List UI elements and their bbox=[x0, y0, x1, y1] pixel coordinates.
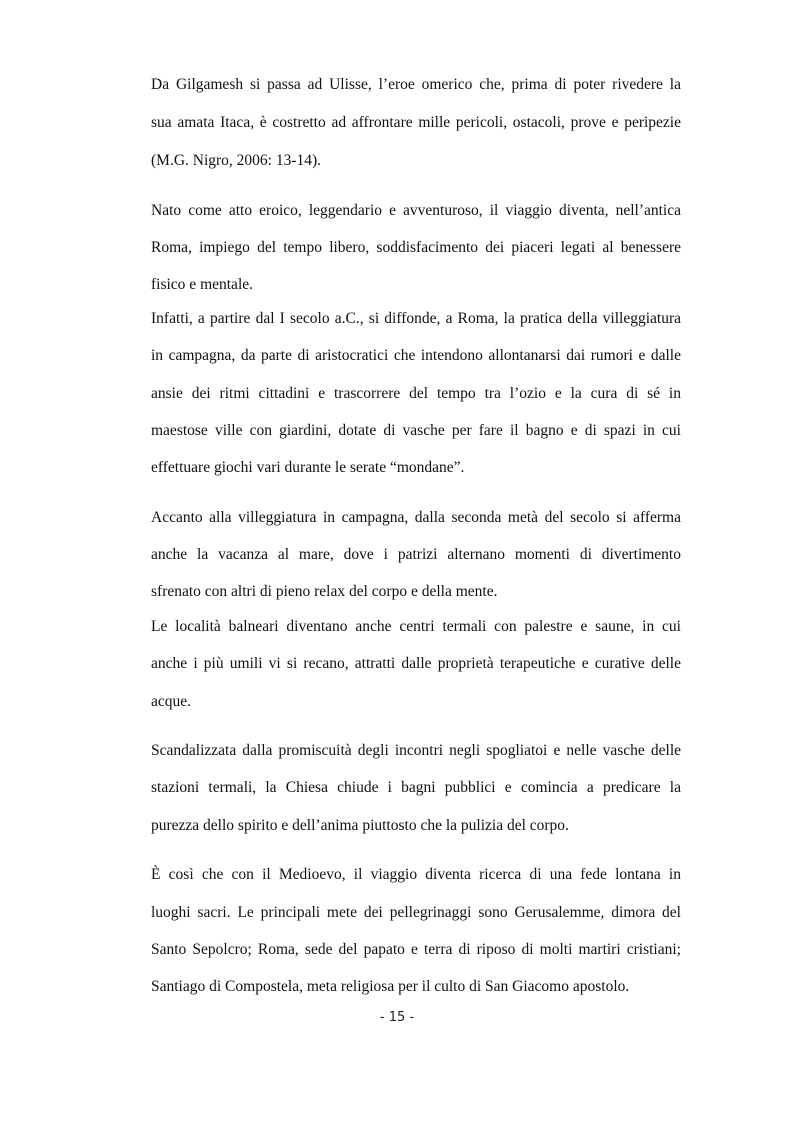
text-line: Santo Sepolcro; Roma, sede del papato e terra di riposo di molti martiri cristiani; bbox=[151, 941, 681, 958]
text-line: Le località balneari diventano anche centri termali con palestre e saune, in cui bbox=[151, 618, 681, 635]
text-line: sua amata Itaca, è costretto ad affrontare mille pericoli, ostacoli, prove e peripezie bbox=[151, 114, 681, 131]
text-line: (M.G. Nigro, 2006: 13-14). bbox=[151, 152, 322, 169]
text-line: Infatti, a partire dal I secolo a.C., si diffonde, a Roma, la pratica della villeggiatura bbox=[151, 310, 681, 327]
text-line: Scandalizzata dalla promiscuità degli incontri negli spogliatoi e nelle vasche delle bbox=[151, 742, 681, 759]
text-line: ansie dei ritmi cittadini e trascorrere del tempo tra l’ozio e la cura di sé in bbox=[151, 385, 681, 402]
page-number: - 15 - bbox=[379, 1010, 415, 1025]
text-line: fisico e mentale. bbox=[151, 276, 253, 293]
text-line: anche i più umili vi si recano, attratti dalle proprietà terapeutiche e curative delle bbox=[151, 655, 681, 672]
text-line: effettuare giochi vari durante le serate “mondane”. bbox=[151, 459, 465, 476]
text-line: in campagna, da parte di aristocratici che intendono allontanarsi dai rumori e dalle bbox=[151, 347, 681, 364]
text-line: acque. bbox=[151, 693, 192, 710]
text-line: Roma, impiego del tempo libero, soddisfacimento dei piaceri legati al benessere bbox=[151, 239, 681, 256]
text-line: Accanto alla villeggiatura in campagna, dalla seconda metà del secolo si afferma bbox=[151, 509, 681, 526]
text-line: Da Gilgamesh si passa ad Ulisse, l’eroe omerico che, prima di poter rivedere la bbox=[151, 76, 681, 93]
text-line: stazioni termali, la Chiesa chiude i bagni pubblici e comincia a predicare la bbox=[151, 779, 681, 796]
text-line: maestose ville con giardini, dotate di vasche per fare il bagno e di spazi in cui bbox=[151, 422, 681, 439]
text-line: sfrenato con altri di pieno relax del corpo e della mente. bbox=[151, 583, 498, 600]
text-line: È così che con il Medioevo, il viaggio diventa ricerca di una fede lontana in bbox=[151, 866, 681, 883]
text-line: Nato come atto eroico, leggendario e avventuroso, il viaggio diventa, nell’antica bbox=[151, 202, 681, 219]
text-line: luoghi sacri. Le principali mete dei pellegrinaggi sono Gerusalemme, dimora del bbox=[151, 904, 681, 921]
text-line: anche la vacanza al mare, dove i patrizi alternano momenti di divertimento bbox=[151, 546, 681, 563]
text-line: purezza dello spirito e dell’anima piuttosto che la pulizia del corpo. bbox=[151, 817, 569, 834]
text-line: Santiago di Compostela, meta religiosa per il culto di San Giacomo apostolo. bbox=[151, 978, 630, 995]
